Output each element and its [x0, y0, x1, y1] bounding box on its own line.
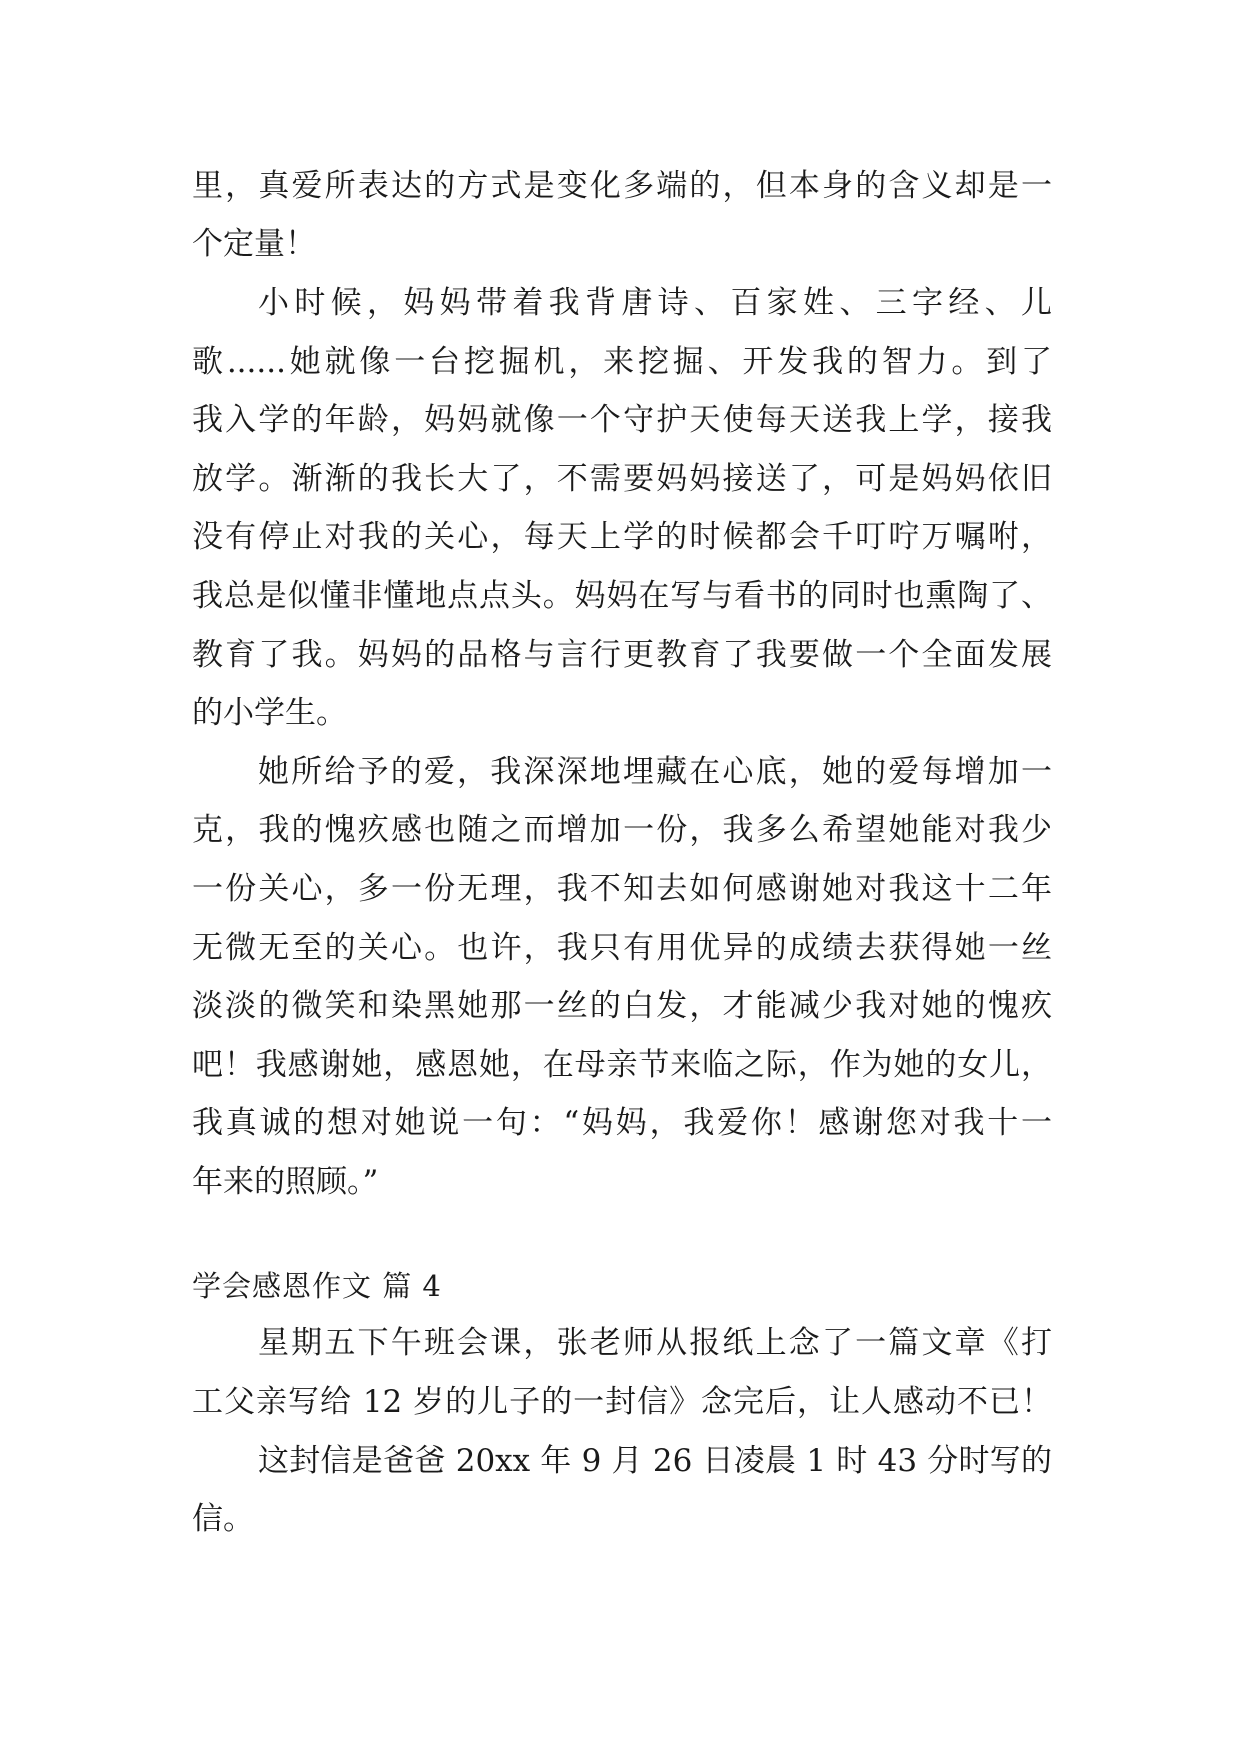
paragraph-3-line-8: 年来的照顾。” — [192, 1164, 379, 1200]
paragraph-2-line-5: 没有停止对我的关心，每天上学的时候都会千叮咛万嘱咐， — [192, 519, 1052, 555]
paragraph-3-line-6: 吧！我感谢她，感恩她，在母亲节来临之际，作为她的女儿， — [192, 1047, 1052, 1083]
paragraph-2-line-7: 教育了我。妈妈的品格与言行更教育了我要做一个全面发展 — [192, 637, 1052, 673]
paragraph-3-line-7: 我真诚的想对她说一句：“妈妈，我爱你！感谢您对我十一 — [192, 1105, 1052, 1141]
paragraph-1-line-2: 个定量！ — [192, 226, 316, 262]
section-heading: 学会感恩作文 篇 4 — [192, 1269, 442, 1303]
paragraph-5-line-2: 信。 — [192, 1501, 254, 1537]
paragraph-2-line-8: 的小学生。 — [192, 695, 347, 731]
paragraph-5-line-1: 这封信是爸爸 20xx 年 9 月 26 日凌晨 1 时 43 分时写的 — [258, 1443, 1052, 1479]
paragraph-4-line-1: 星期五下午班会课，张老师从报纸上念了一篇文章《打 — [258, 1325, 1052, 1361]
paragraph-3-line-1: 她所给予的爱，我深深地埋藏在心底，她的爱每增加一 — [258, 754, 1052, 790]
paragraph-1-line-1: 里，真爱所表达的方式是变化多端的，但本身的含义却是一 — [192, 168, 1052, 204]
paragraph-3-line-5: 淡淡的微笑和染黑她那一丝的白发，才能减少我对她的愧疚 — [192, 988, 1052, 1024]
paragraph-2-line-1: 小时候，妈妈带着我背唐诗、百家姓、三字经、儿 — [258, 285, 1052, 321]
paragraph-4-line-2: 工父亲写给 12 岁的儿子的一封信》念完后，让人感动不已！ — [192, 1384, 1052, 1420]
paragraph-2-line-4: 放学。渐渐的我长大了，不需要妈妈接送了，可是妈妈依旧 — [192, 461, 1052, 497]
paragraph-2-line-3: 我入学的年龄，妈妈就像一个守护天使每天送我上学，接我 — [192, 402, 1052, 438]
paragraph-2-line-2: 歌......她就像一台挖掘机，来挖掘、开发我的智力。到了 — [192, 344, 1052, 380]
paragraph-3-line-2: 克，我的愧疚感也随之而增加一份，我多么希望她能对我少 — [192, 812, 1052, 848]
paragraph-3-line-4: 无微无至的关心。也许，我只有用优异的成绩去获得她一丝 — [192, 930, 1052, 966]
paragraph-2-line-6: 我总是似懂非懂地点点头。妈妈在写与看书的同时也熏陶了、 — [192, 578, 1052, 614]
paragraph-3-line-3: 一份关心，多一份无理，我不知去如何感谢她对我这十二年 — [192, 871, 1052, 907]
